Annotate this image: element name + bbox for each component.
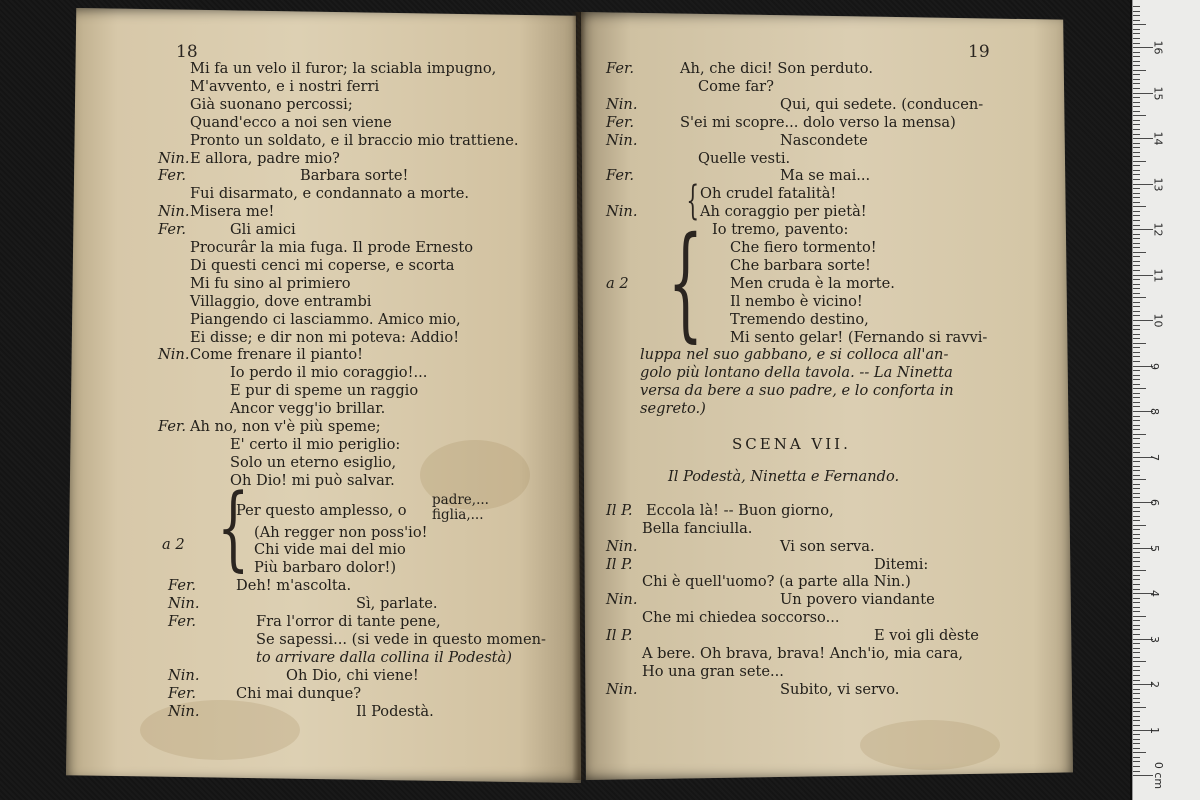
ruler-tick bbox=[1133, 52, 1140, 53]
verse-line: E' certo il mio periglio: bbox=[230, 435, 401, 453]
verse-line: Io tremo, pavento: bbox=[712, 221, 849, 239]
ruler-tick bbox=[1133, 179, 1140, 180]
curly-brace-large: { bbox=[667, 211, 704, 356]
ruler-tick bbox=[1133, 602, 1140, 603]
ruler-tick bbox=[1133, 497, 1140, 498]
ruler-tick bbox=[1133, 447, 1140, 448]
ruler-tick bbox=[1133, 161, 1146, 162]
ruler-tick bbox=[1133, 388, 1146, 389]
verse-line: A bere. Oh brava, brava! Anch'io, mia cara, bbox=[642, 645, 964, 662]
ruler-tick bbox=[1133, 466, 1140, 467]
ruler-tick bbox=[1133, 325, 1140, 326]
ruler-tick bbox=[1133, 61, 1140, 62]
ruler-tick bbox=[1133, 397, 1140, 398]
speaker-label: Fer. bbox=[606, 167, 634, 185]
verse-line: Oh crudel fatalità! bbox=[700, 185, 837, 203]
ruler-tick bbox=[1133, 170, 1140, 171]
ruler-tick bbox=[1133, 393, 1140, 394]
ruler-tick bbox=[1133, 152, 1140, 153]
ruler-tick bbox=[1133, 111, 1140, 112]
verse-line: Solo un eterno esiglio, bbox=[230, 453, 397, 471]
verse-line: Bella fanciulla. bbox=[642, 519, 753, 537]
ruler-tick bbox=[1133, 47, 1153, 48]
ruler-unit-label: 0 cm bbox=[1152, 761, 1166, 790]
ruler-number: 7 bbox=[1148, 453, 1161, 461]
ruler-tick bbox=[1133, 220, 1140, 221]
ruler-tick bbox=[1133, 329, 1140, 330]
ruler-tick bbox=[1133, 534, 1140, 535]
ruler-tick bbox=[1133, 261, 1140, 262]
ruler-tick bbox=[1133, 252, 1146, 253]
verse-line: Fui disarmato, e condannato a morte. bbox=[190, 185, 470, 203]
ruler-tick bbox=[1133, 184, 1153, 185]
ruler-tick bbox=[1133, 557, 1140, 558]
ruler-tick bbox=[1133, 771, 1140, 772]
verse-line: Un povero viandante bbox=[780, 591, 935, 609]
verse-line: Io perdo il mio coraggio!... bbox=[230, 364, 428, 382]
ruler-tick bbox=[1133, 529, 1140, 530]
speaker-label: Il P. bbox=[606, 555, 633, 573]
speaker-label: Nin. bbox=[158, 149, 190, 167]
speaker-label: Nin. bbox=[158, 203, 190, 221]
ruler-tick bbox=[1133, 589, 1140, 590]
ruler-tick bbox=[1133, 356, 1140, 357]
ruler-tick bbox=[1133, 493, 1140, 494]
ruler-tick bbox=[1133, 197, 1140, 198]
ruler-tick bbox=[1133, 620, 1140, 621]
speaker-label: Il P. bbox=[606, 627, 633, 645]
ruler-tick bbox=[1133, 347, 1140, 348]
ruler-tick bbox=[1133, 315, 1140, 316]
ruler-tick bbox=[1133, 470, 1140, 471]
ruler-tick bbox=[1133, 156, 1140, 157]
ruler-tick bbox=[1133, 124, 1140, 125]
verse-line: Barbara sorte! bbox=[300, 167, 409, 185]
ruler-tick bbox=[1133, 598, 1140, 599]
ruler-tick bbox=[1133, 484, 1140, 485]
ruler-tick bbox=[1133, 379, 1140, 380]
ruler-tick bbox=[1133, 334, 1140, 335]
ruler-number: 13 bbox=[1151, 177, 1165, 191]
verse-line: Qui, qui sedete. (conducen- bbox=[780, 95, 984, 113]
verse-line: Pronto un soldato, e il braccio mio trattiene. bbox=[190, 131, 519, 149]
verse-line: Tremendo destino, bbox=[730, 310, 869, 328]
ruler-tick bbox=[1133, 752, 1146, 753]
ruler-tick bbox=[1133, 188, 1140, 189]
speaker-label: Fer. bbox=[168, 577, 196, 595]
speaker-label: a 2 bbox=[606, 274, 629, 292]
speaker-label: Fer. bbox=[606, 113, 634, 131]
ruler-tick bbox=[1133, 761, 1140, 762]
ruler-number: 16 bbox=[1151, 40, 1165, 55]
ruler-tick bbox=[1133, 739, 1140, 740]
ruler-tick bbox=[1133, 438, 1140, 439]
ruler-tick bbox=[1133, 570, 1146, 571]
ruler-tick bbox=[1133, 79, 1140, 80]
ruler-tick bbox=[1133, 234, 1140, 235]
duet-line: Chi vide mai del mio bbox=[254, 541, 406, 559]
verse-line: Già suonano percossi; bbox=[190, 95, 353, 113]
ruler-tick bbox=[1133, 74, 1140, 75]
verse-line: E allora, padre mio? bbox=[190, 149, 340, 167]
ruler-tick bbox=[1133, 211, 1140, 212]
ruler-tick bbox=[1133, 643, 1140, 644]
speaker-label: Nin. bbox=[606, 680, 638, 698]
ruler-tick bbox=[1133, 670, 1140, 671]
ruler-tick bbox=[1133, 702, 1140, 703]
ruler-tick bbox=[1133, 616, 1146, 617]
ruler-tick bbox=[1133, 406, 1140, 407]
verse-line: Il nembo è vicino! bbox=[730, 292, 863, 310]
ruler-tick bbox=[1133, 575, 1140, 576]
ruler-tick bbox=[1133, 525, 1146, 526]
ruler-tick bbox=[1133, 93, 1153, 94]
ruler-tick bbox=[1133, 225, 1140, 226]
ruler-tick bbox=[1133, 11, 1140, 12]
verse-line: Piangendo ci lasciammo. Amico mio, bbox=[190, 310, 461, 328]
ruler-tick bbox=[1133, 693, 1140, 694]
verse-line: Vi son serva. bbox=[780, 537, 875, 555]
ruler-tick bbox=[1133, 338, 1140, 339]
ruler-tick bbox=[1133, 70, 1146, 71]
ruler-tick bbox=[1133, 320, 1153, 321]
ruler-tick bbox=[1133, 543, 1140, 544]
verse-line: Subito, vi servo. bbox=[780, 680, 900, 698]
ruler-tick bbox=[1133, 297, 1146, 298]
ruler-tick bbox=[1133, 352, 1140, 353]
ruler-tick bbox=[1133, 6, 1140, 7]
ruler-tick bbox=[1133, 629, 1140, 630]
ruler-tick bbox=[1133, 634, 1140, 635]
ruler-number: 9 bbox=[1148, 362, 1161, 370]
verse-line: Sì, parlate. bbox=[356, 595, 438, 613]
verse-line: Che fiero tormento! bbox=[730, 239, 877, 256]
ruler-tick bbox=[1133, 425, 1140, 426]
speaker-label: Fer. bbox=[158, 167, 186, 185]
ruler-tick bbox=[1133, 256, 1140, 257]
verse-line: Quelle vesti. bbox=[698, 149, 791, 167]
ruler-tick bbox=[1133, 579, 1140, 580]
ruler-tick bbox=[1133, 302, 1140, 303]
ruler-tick bbox=[1133, 206, 1146, 207]
ruler-tick bbox=[1133, 429, 1140, 430]
verse-line: Ah, che dici! Son perduto. bbox=[680, 60, 873, 77]
verse-line: S'ei mi scopre... dolo verso la mensa) bbox=[680, 113, 956, 131]
verse-line: Oh Dio! mi può salvar. bbox=[230, 471, 395, 489]
verse-line: Men cruda è la morte. bbox=[730, 274, 895, 292]
verse-line: Come frenare il pianto! bbox=[190, 346, 364, 364]
ruler-tick bbox=[1133, 766, 1140, 767]
ruler-tick bbox=[1133, 479, 1146, 480]
ruler-tick bbox=[1133, 56, 1140, 57]
verse-line: Deh! m'ascolta. bbox=[236, 577, 352, 595]
verse-line: Ancor vegg'io brillar. bbox=[230, 400, 386, 418]
verse-line: Che barbara sorte! bbox=[730, 256, 871, 274]
ruler-tick bbox=[1133, 680, 1140, 681]
ruler-tick bbox=[1133, 102, 1140, 103]
ruler-tick bbox=[1133, 420, 1140, 421]
scene-title: SCENA VII. bbox=[732, 435, 851, 453]
ruler-number: 12 bbox=[1151, 222, 1165, 237]
ruler-tick bbox=[1133, 725, 1140, 726]
ruler-number: 1 bbox=[1148, 726, 1161, 734]
ruler-tick bbox=[1133, 165, 1140, 166]
ruler-tick bbox=[1133, 343, 1146, 344]
ruler-number: 8 bbox=[1148, 408, 1161, 415]
ruler-tick bbox=[1133, 584, 1140, 585]
ruler-tick bbox=[1133, 652, 1140, 653]
ruler-tick bbox=[1133, 666, 1140, 667]
ruler-tick bbox=[1133, 375, 1140, 376]
ruler-tick bbox=[1133, 607, 1140, 608]
speaker-label: Nin. bbox=[606, 95, 638, 113]
ruler-tick bbox=[1133, 734, 1140, 735]
speaker-label: Fer. bbox=[168, 684, 196, 702]
verse-line: Ah coraggio per pietà! bbox=[700, 203, 867, 221]
ruler-tick bbox=[1133, 675, 1140, 676]
ruler-tick bbox=[1133, 134, 1140, 135]
ruler-tick bbox=[1133, 507, 1140, 508]
verse-line: Fra l'orror di tante pene, bbox=[256, 613, 441, 630]
ruler-tick bbox=[1133, 552, 1140, 553]
ruler-tick bbox=[1133, 193, 1140, 194]
duet-stack-bottom: figlia,... bbox=[432, 506, 484, 523]
ruler-tick bbox=[1133, 716, 1140, 717]
ruler-tick bbox=[1133, 611, 1140, 612]
duet-line: (Ah regger non poss'io! bbox=[254, 523, 428, 541]
ruler-tick bbox=[1133, 698, 1140, 699]
duet-stack-top: padre,... bbox=[432, 491, 489, 508]
ruler-tick bbox=[1133, 443, 1140, 444]
ruler-tick bbox=[1133, 24, 1146, 25]
ruler-tick bbox=[1133, 461, 1140, 462]
page-number-right: 19 bbox=[968, 42, 990, 62]
ruler-tick bbox=[1133, 43, 1140, 44]
ruler-tick bbox=[1133, 202, 1140, 203]
ruler-tick bbox=[1133, 402, 1140, 403]
ruler-tick bbox=[1133, 311, 1140, 312]
ruler-tick bbox=[1133, 293, 1140, 294]
ruler-number: 10 bbox=[1151, 313, 1165, 328]
ruler-tick bbox=[1133, 65, 1140, 66]
ruler-tick bbox=[1133, 115, 1146, 116]
stage-direction-line: golo più lontano della tavola. -- La Ninetta bbox=[640, 364, 953, 382]
curly-brace-small: { bbox=[686, 178, 700, 225]
verse-line: Quand'ecco a noi sen viene bbox=[190, 113, 392, 131]
ruler-tick bbox=[1133, 516, 1140, 517]
verse-line: Oh Dio, chi viene! bbox=[286, 666, 419, 684]
ruler-tick bbox=[1133, 138, 1153, 139]
speaker-label: Nin. bbox=[606, 203, 638, 221]
ruler-number: 5 bbox=[1148, 544, 1161, 552]
ruler-tick bbox=[1133, 538, 1140, 539]
duet-line: Più barbaro dolor!) bbox=[254, 559, 397, 577]
ruler-tick bbox=[1133, 275, 1153, 276]
ruler-tick bbox=[1133, 434, 1146, 435]
page-number-left: 18 bbox=[176, 42, 198, 62]
ruler-tick bbox=[1133, 475, 1140, 476]
duet-label: a 2 bbox=[162, 535, 185, 553]
verse-line: Villaggio, dove entrambi bbox=[190, 292, 372, 310]
verse-line: Chi è quell'uomo? (a parte alla Nin.) bbox=[642, 573, 911, 591]
speaker-label: Nin. bbox=[606, 591, 638, 609]
ruler-tick bbox=[1133, 174, 1140, 175]
ruler-tick bbox=[1133, 511, 1140, 512]
measurement-ruler bbox=[1132, 0, 1200, 800]
verse-line: Chi mai dunque? bbox=[236, 684, 362, 702]
ruler-number: 3 bbox=[1148, 635, 1161, 643]
verse-line: Ho una gran sete... bbox=[642, 662, 784, 680]
ruler-tick bbox=[1133, 147, 1140, 148]
ruler-tick bbox=[1133, 743, 1140, 744]
verse-line: Procurâr la mia fuga. Il prode Ernesto bbox=[190, 239, 474, 256]
verse-line: Gli amici bbox=[230, 221, 296, 239]
ruler-tick bbox=[1133, 15, 1140, 16]
speaker-label: Nin. bbox=[606, 131, 638, 149]
ruler-tick bbox=[1133, 566, 1140, 567]
ruler-tick bbox=[1133, 661, 1146, 662]
speaker-label: Fer. bbox=[168, 613, 196, 630]
speaker-label: Fer. bbox=[158, 418, 186, 435]
ruler-number: 4 bbox=[1148, 590, 1161, 597]
ruler-tick bbox=[1133, 452, 1140, 453]
ruler-tick bbox=[1133, 370, 1140, 371]
ruler-tick bbox=[1133, 361, 1140, 362]
ruler-tick bbox=[1133, 265, 1140, 266]
ruler-tick bbox=[1133, 689, 1140, 690]
verse-line: to arrivare dalla collina il Podestà) bbox=[256, 648, 512, 666]
scene-characters: Il Podestà, Ninetta e Fernando. bbox=[668, 467, 900, 485]
verse-line: Ei disse; e dir non mi poteva: Addio! bbox=[190, 328, 460, 346]
speaker-label: Nin. bbox=[168, 666, 200, 684]
ruler-tick bbox=[1133, 561, 1140, 562]
ruler-tick bbox=[1133, 707, 1146, 708]
ruler-tick bbox=[1133, 384, 1140, 385]
verse-line: Mi sento gelar! (Fernando si ravvi- bbox=[730, 328, 988, 346]
ruler-tick bbox=[1133, 270, 1140, 271]
ruler-tick bbox=[1133, 657, 1140, 658]
ruler-tick bbox=[1133, 29, 1140, 30]
ruler-tick bbox=[1133, 711, 1140, 712]
stage-direction-line: luppa nel suo gabbano, e si colloca all'an- bbox=[640, 346, 949, 364]
verse-line: E pur di speme un raggio bbox=[230, 382, 419, 400]
verse-line: Il Podestà. bbox=[356, 702, 434, 720]
ruler-tick bbox=[1133, 648, 1140, 649]
ruler-tick bbox=[1133, 284, 1140, 285]
ruler-tick bbox=[1133, 306, 1140, 307]
ruler-tick bbox=[1133, 229, 1153, 230]
verse-line: Che mi chiedea soccorso... bbox=[642, 609, 840, 627]
ruler-number: 2 bbox=[1148, 681, 1161, 688]
ruler-number: 6 bbox=[1148, 499, 1161, 506]
ruler-tick bbox=[1133, 748, 1140, 749]
ruler-tick bbox=[1133, 243, 1140, 244]
ruler-number: 11 bbox=[1151, 268, 1165, 282]
ruler-tick bbox=[1133, 106, 1140, 107]
speaker-label: Il P. bbox=[606, 501, 633, 519]
ruler-tick bbox=[1133, 757, 1140, 758]
curly-brace: { bbox=[217, 473, 250, 581]
ruler-tick bbox=[1133, 20, 1140, 21]
ruler-number: 15 bbox=[1151, 86, 1165, 100]
verse-line: Nascondete bbox=[780, 131, 868, 149]
verse-line: Misera me! bbox=[190, 203, 275, 221]
ruler-tick bbox=[1133, 238, 1140, 239]
speaker-label: Nin. bbox=[606, 537, 638, 555]
ruler-tick bbox=[1133, 775, 1153, 776]
verse-line: E voi gli dèste bbox=[874, 627, 979, 645]
ruler-tick bbox=[1133, 416, 1140, 417]
ruler-tick bbox=[1133, 247, 1140, 248]
ruler-tick bbox=[1133, 720, 1140, 721]
speaker-label: Fer. bbox=[158, 221, 186, 239]
verse-line: Ma se mai... bbox=[780, 167, 871, 185]
ruler-tick bbox=[1133, 488, 1140, 489]
ruler-tick bbox=[1133, 33, 1140, 34]
ruler-tick bbox=[1133, 520, 1140, 521]
verse-line: Ditemi: bbox=[874, 555, 929, 573]
verse-line: Come far? bbox=[698, 77, 774, 95]
verse-line: Mi fu sino al primiero bbox=[190, 274, 351, 292]
ruler-tick bbox=[1133, 120, 1140, 121]
stage-direction-line: segreto.) bbox=[640, 400, 706, 418]
verse-line: M'avvento, e i nostri ferri bbox=[190, 77, 380, 95]
speaker-label: Nin. bbox=[158, 346, 190, 364]
verse-line: Ah no, non v'è più speme; bbox=[190, 418, 381, 435]
ruler-tick bbox=[1133, 129, 1140, 130]
verse-line: Di questi cenci mi coperse, e scorta bbox=[190, 256, 455, 274]
stage-direction-line: versa da bere a suo padre, e lo conforta in bbox=[640, 382, 954, 400]
ruler-tick bbox=[1133, 288, 1140, 289]
verse-line: Eccola là! -- Buon giorno, bbox=[646, 501, 834, 519]
ruler-tick bbox=[1133, 97, 1140, 98]
verse-line: Mi fa un velo il furor; la sciabla impugno, bbox=[190, 60, 497, 77]
ruler-tick bbox=[1133, 279, 1140, 280]
ruler-tick bbox=[1133, 625, 1140, 626]
ruler-tick bbox=[1133, 38, 1140, 39]
ruler-tick bbox=[1133, 88, 1140, 89]
ruler-number: 14 bbox=[1151, 131, 1165, 146]
ruler-tick bbox=[1133, 83, 1140, 84]
ruler-tick bbox=[1133, 215, 1140, 216]
ruler-tick bbox=[1133, 143, 1140, 144]
duet-line: Per questo amplesso, o bbox=[236, 501, 407, 519]
verse-line: Se sapessi... (si vede in questo momen- bbox=[256, 630, 546, 648]
speaker-label: Nin. bbox=[168, 595, 200, 613]
speaker-label: Nin. bbox=[168, 702, 200, 720]
speaker-label: Fer. bbox=[606, 60, 634, 77]
